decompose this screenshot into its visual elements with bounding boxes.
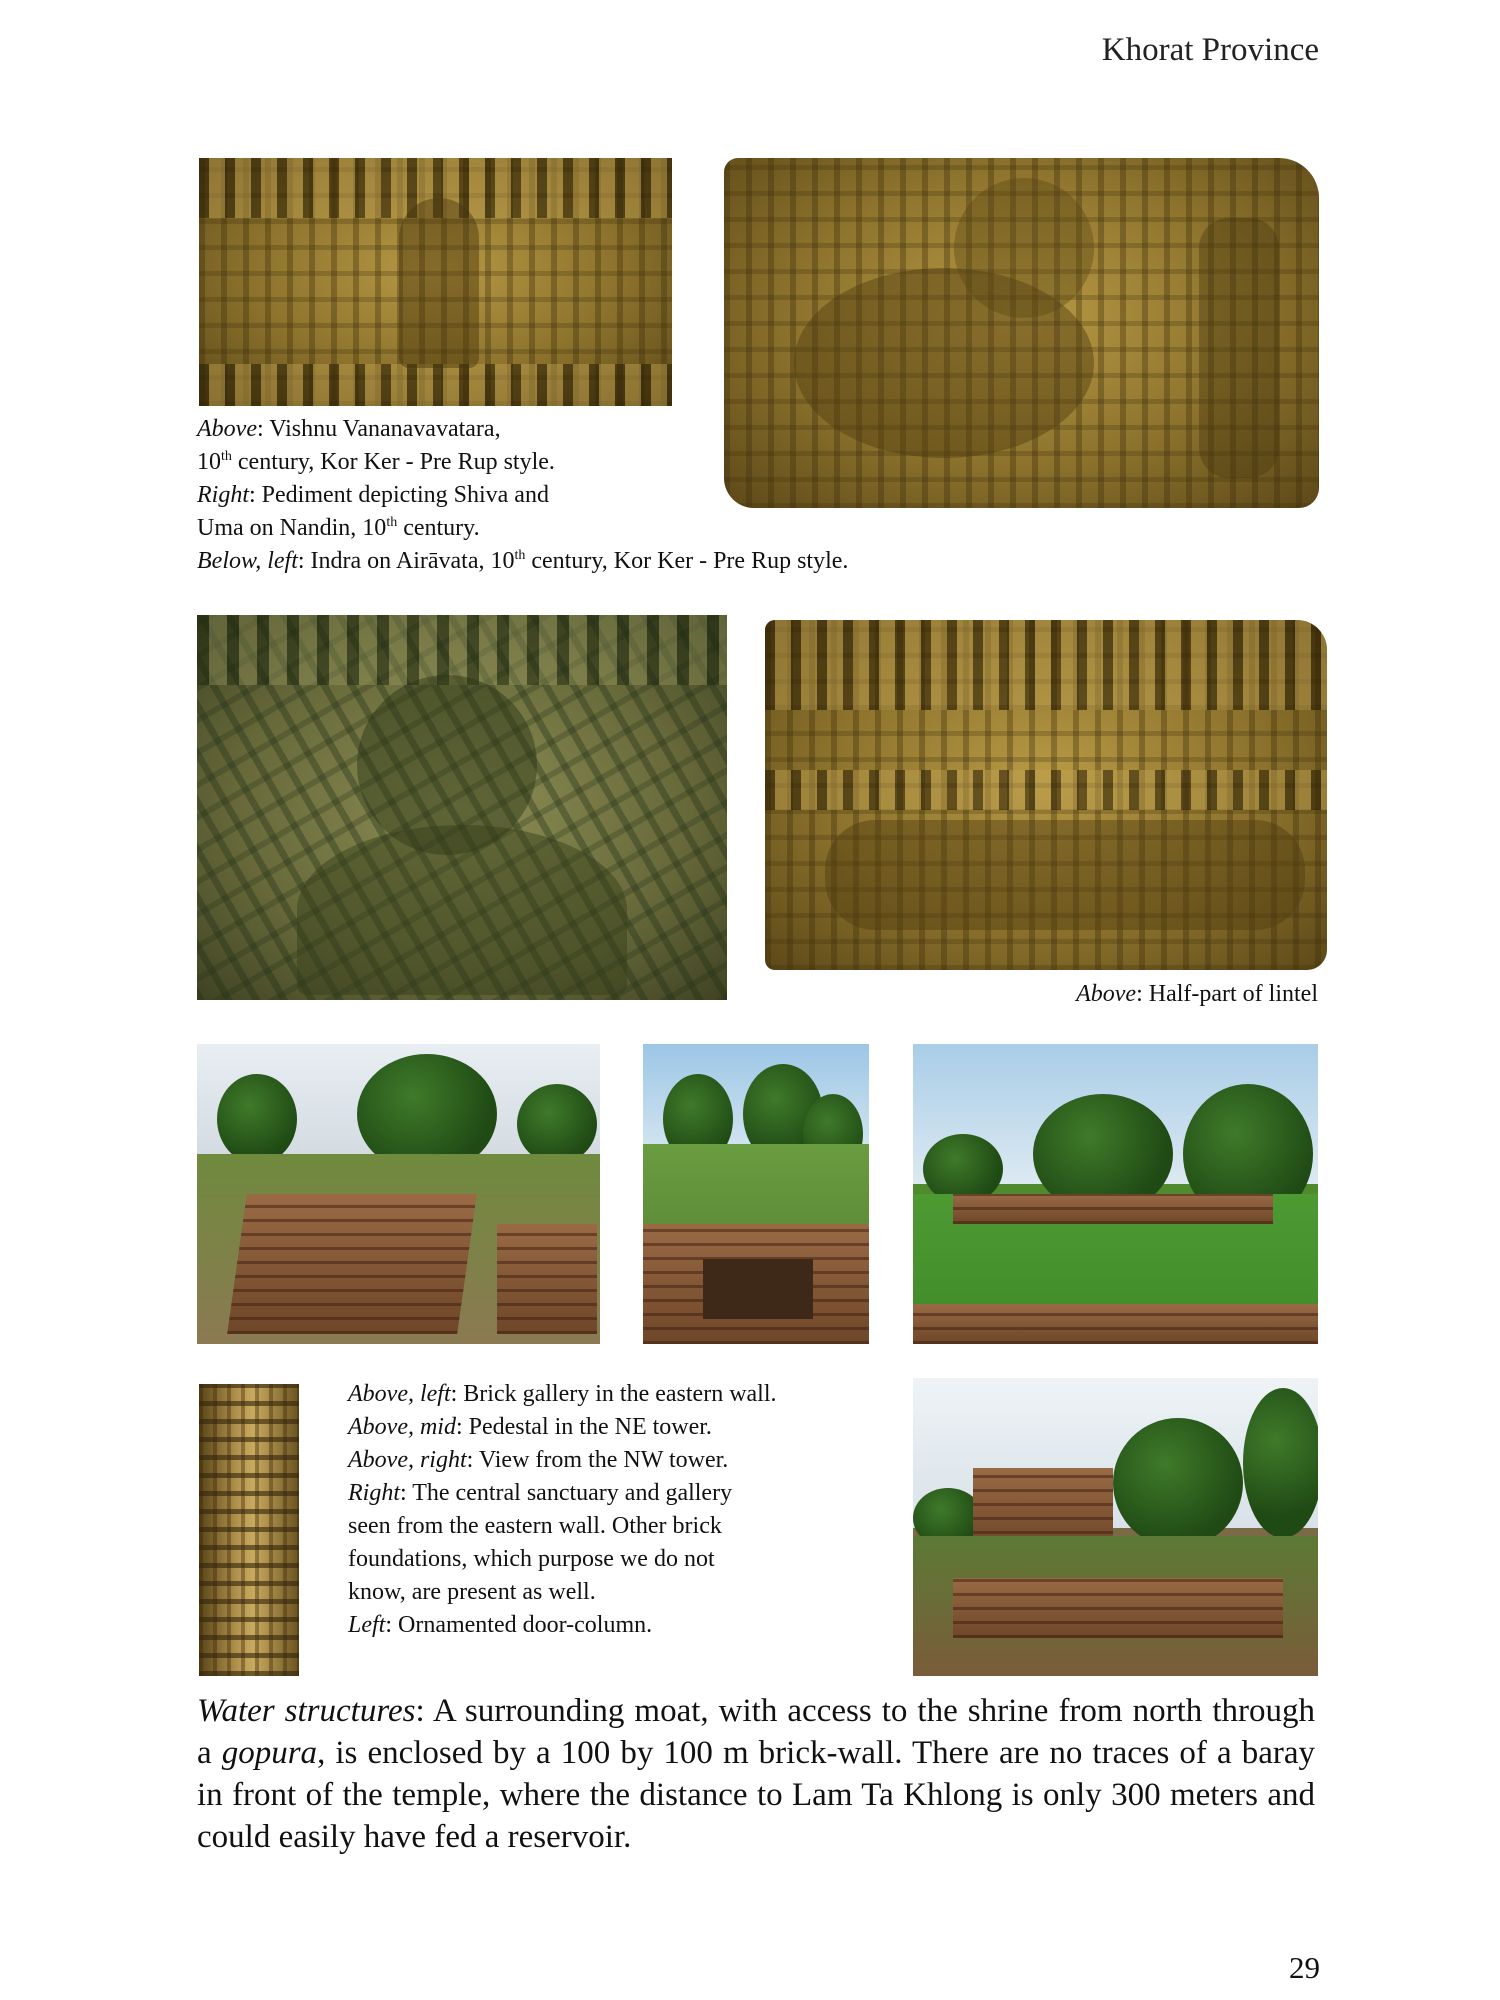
caption-lintel: Above: Half-part of lintel xyxy=(1076,981,1318,1007)
photo-brick-gallery xyxy=(197,1044,600,1344)
photo-indra-airavata xyxy=(197,615,727,1000)
photo-vishnu-lintel xyxy=(199,158,672,406)
caption-top: Above: Vishnu Vananavavatara, 10th century, Kor Ker - Pre Rup style. Right: Pediment depicting Shiva and Uma on Nandin, 10th century. Below, left: Indra on Airāvata, 10th century, Kor Ker - Pre Rup style. xyxy=(197,416,849,574)
photo-half-lintel xyxy=(765,620,1327,970)
running-header: Khorat Province xyxy=(1101,32,1319,68)
photo-door-column xyxy=(199,1384,299,1676)
body-paragraph: Water structures: A surrounding moat, with access to the shrine from north through a gopura, is enclosed by a 100 by 100 m brick-wall. There are no traces of a baray in front of the temple, where the distance to Lam Ta Khlong is only 300 meters and could easily have fed a reservoir. xyxy=(197,1693,1315,1855)
photo-pedestal-ne-tower xyxy=(643,1044,869,1344)
page-number: 29 xyxy=(1289,1950,1320,1985)
caption-bottom: Above, left: Brick gallery in the eastern wall. Above, mid: Pedestal in the NE tower. Above, right: View from the NW tower. Right: The central sanctuary and gallery seen from the eastern wall. Other brick foundations, which purpose we do not know, are present as well. Left: Ornamented door-column. xyxy=(348,1381,777,1638)
photo-view-nw-tower xyxy=(913,1044,1318,1344)
photo-central-sanctuary xyxy=(913,1378,1318,1676)
